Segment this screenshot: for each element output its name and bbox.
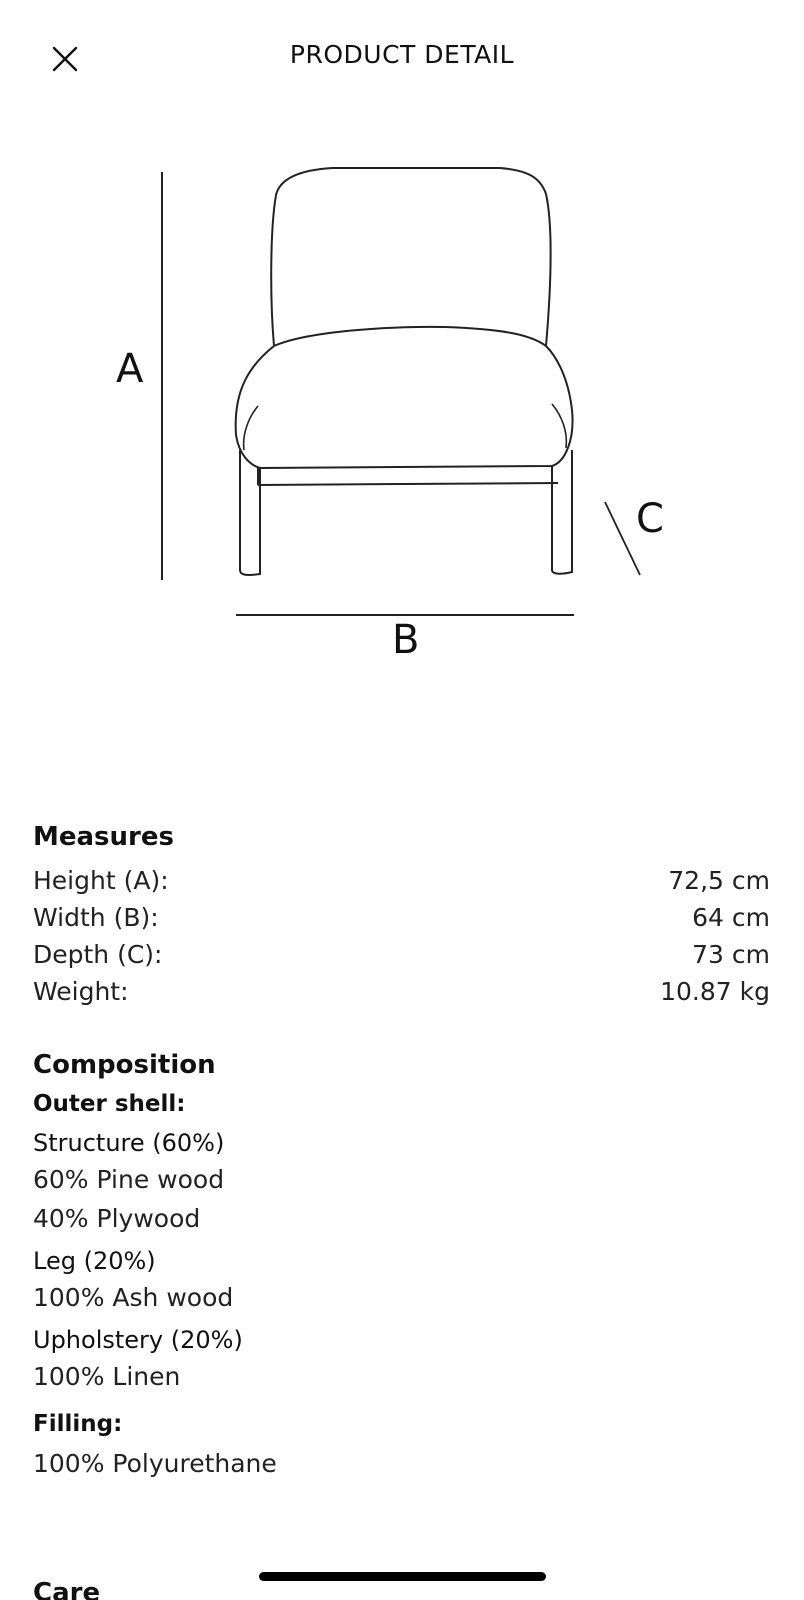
composition-item: 100% Ash wood — [33, 1283, 234, 1312]
dimension-label-a: A — [116, 346, 144, 392]
dimension-label-c: C — [636, 496, 664, 542]
measure-value: 73 cm — [692, 940, 770, 969]
composition-item: 60% Pine wood — [33, 1165, 225, 1194]
leg-title: Leg (20%) — [33, 1247, 156, 1275]
home-indicator[interactable] — [259, 1572, 546, 1581]
chair-dimension-diagram — [100, 150, 700, 690]
measure-label: Depth (C): — [33, 940, 163, 969]
measure-label: Height (A): — [33, 866, 169, 895]
measures-title: Measures — [33, 822, 174, 852]
measure-row — [33, 899, 770, 936]
outer-shell-label: Outer shell: — [33, 1091, 186, 1117]
measure-value: 10.87 kg — [660, 977, 770, 1006]
measure-value: 72,5 cm — [668, 866, 770, 895]
filling-label: Filling: — [33, 1411, 123, 1437]
care-title: Care — [33, 1578, 101, 1600]
measure-row — [33, 936, 770, 973]
measure-label: Width (B): — [33, 903, 159, 932]
page-title: PRODUCT DETAIL — [289, 40, 515, 69]
dimension-label-b: B — [392, 617, 420, 663]
measure-row — [33, 973, 770, 1010]
composition-item: 100% Linen — [33, 1362, 181, 1391]
upholstery-title: Upholstery (20%) — [33, 1326, 243, 1354]
measure-value: 64 cm — [692, 903, 770, 932]
chair-illustration — [100, 150, 700, 690]
product-info — [33, 822, 770, 1483]
measure-label: Weight: — [33, 977, 129, 1006]
composition-title: Composition — [33, 1050, 216, 1080]
composition-item: 100% Polyurethane — [33, 1449, 277, 1478]
structure-title: Structure (60%) — [33, 1129, 225, 1157]
composition-item: 40% Plywood — [33, 1204, 201, 1233]
measure-row — [33, 862, 770, 899]
